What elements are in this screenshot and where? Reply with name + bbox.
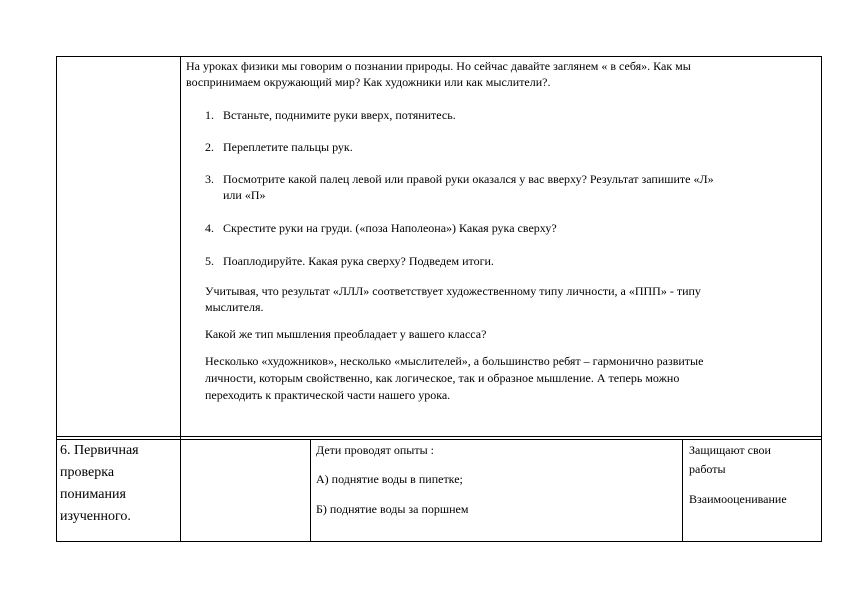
step-1 bbox=[205, 108, 456, 123]
table-border-top bbox=[56, 56, 822, 57]
step-text: Скрестите руки на груди. («поза Наполеона») Какая рука сверху? bbox=[223, 221, 557, 235]
step-number: 4. bbox=[205, 221, 214, 235]
experiment-a: А) поднятие воды в пипетке; bbox=[316, 472, 463, 486]
summary-p3-line-2: личности, которым свойственно, как логическое, так и образное мышление. А теперь можно bbox=[205, 371, 680, 385]
stage-label-line-4: изученного. bbox=[60, 509, 131, 524]
step-number: 1. bbox=[205, 108, 214, 122]
step-5 bbox=[205, 254, 494, 269]
students-title: Дети проводят опыты : bbox=[316, 443, 434, 457]
outcome-line-3: Взаимооценивание bbox=[689, 492, 787, 506]
step-text: Переплетите пальцы рук. bbox=[223, 140, 353, 154]
step-3-continued: или «П» bbox=[223, 188, 266, 202]
step-number: 3. bbox=[205, 172, 214, 186]
stage-label-line-3: понимания bbox=[60, 487, 126, 502]
step-3 bbox=[205, 172, 714, 187]
step-number: 2. bbox=[205, 140, 214, 154]
intro-line-2: воспринимаем окружающий мир? Как художники или как мыслители?. bbox=[186, 75, 551, 89]
summary-p1-line-2: мыслителя. bbox=[205, 300, 264, 314]
table-border-right bbox=[821, 56, 822, 542]
outcome-line-1: Защищают свои bbox=[689, 443, 771, 457]
step-2 bbox=[205, 140, 353, 155]
column-divider-3 bbox=[682, 439, 683, 542]
outcome-line-2: работы bbox=[689, 462, 726, 476]
stage-label-line-2: проверка bbox=[60, 465, 115, 480]
column-divider-2 bbox=[310, 439, 311, 542]
step-text: Посмотрите какой палец левой или правой руки оказался у вас вверху? Результат запишите «Л» bbox=[223, 172, 714, 186]
stage-label-line-1: 6. Первичная bbox=[60, 443, 139, 458]
experiment-b: Б) поднятие воды за поршнем bbox=[316, 502, 469, 516]
table-border-bottom bbox=[56, 541, 822, 542]
step-4 bbox=[205, 221, 557, 236]
step-text: Встаньте, поднимите руки вверх, потянитесь. bbox=[223, 108, 456, 122]
summary-p1-line-1: Учитывая, что результат «ЛЛЛ» соответствует художественному типу личности, а «ППП» - типу bbox=[205, 284, 701, 298]
summary-p2: Какой же тип мышления преобладает у вашего класса? bbox=[205, 327, 487, 341]
column-divider-1 bbox=[180, 56, 181, 542]
row-divider-top bbox=[56, 436, 822, 437]
summary-p3-line-3: переходить к практической части нашего урока. bbox=[205, 388, 451, 402]
intro-line-1: На уроках физики мы говорим о познании природы. Но сейчас давайте заглянем « в себя». Как мы bbox=[186, 59, 691, 73]
table-border-left bbox=[56, 56, 57, 542]
step-number: 5. bbox=[205, 254, 214, 268]
row-divider-bottom bbox=[56, 439, 822, 440]
step-text: Поаплодируйте. Какая рука сверху? Подведем итоги. bbox=[223, 254, 494, 268]
summary-p3-line-1: Несколько «художников», несколько «мыслителей», а большинство ребят – гармонично развитые bbox=[205, 354, 704, 368]
